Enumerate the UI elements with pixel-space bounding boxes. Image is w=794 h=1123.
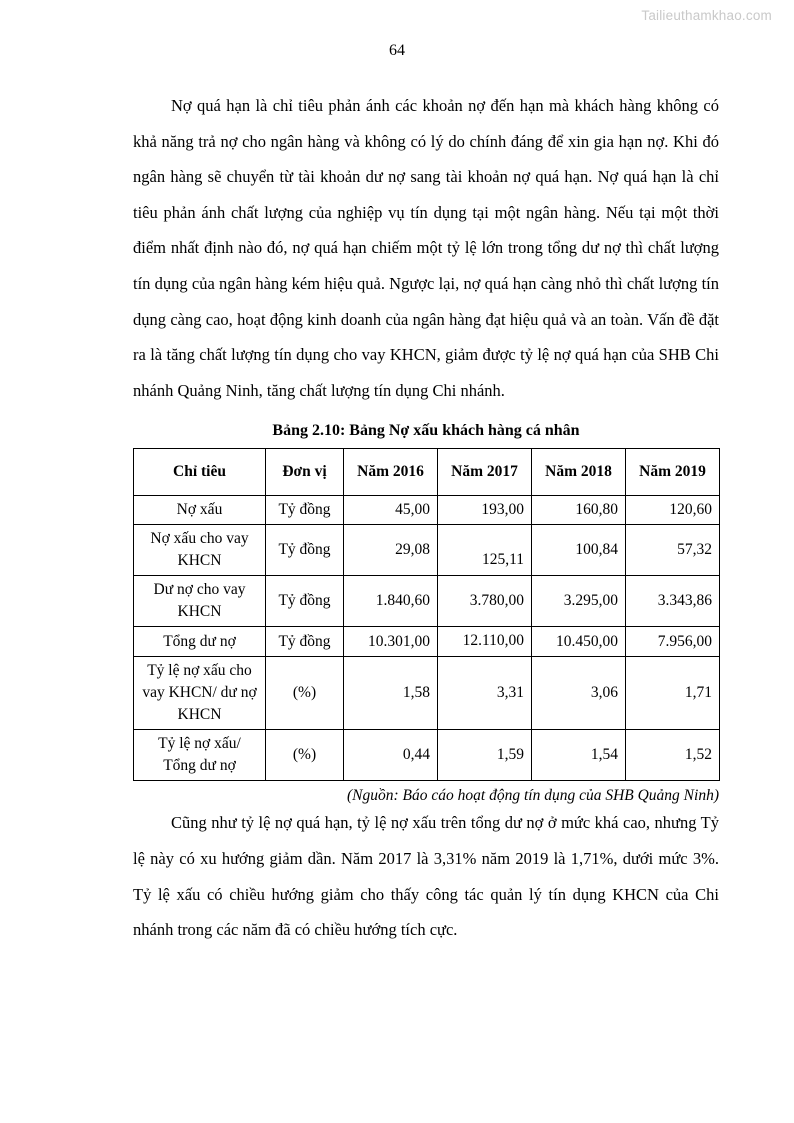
cell-2017: 3,31 xyxy=(438,657,532,730)
row-unit: Tỷ đồng xyxy=(266,496,344,525)
page-number: 64 xyxy=(389,42,405,59)
cell-2019: 7.956,00 xyxy=(626,627,720,657)
cell-2019: 1,71 xyxy=(626,657,720,730)
table-row xyxy=(134,730,720,781)
table-source: (Nguồn: Báo cáo hoạt động tín dụng của SHB Quảng Ninh) xyxy=(347,787,719,805)
table-header-row xyxy=(134,449,720,496)
conclusion-paragraph: Cũng như tỷ lệ nợ quá hạn, tỷ lệ nợ xấu trên tổng dư nợ ở mức khá cao, nhưng Tỷ lệ này có xu hướng giảm dần. Năm 2017 là 3,31% năm 2019 là 1,71%, dưới mức 3%. Tỷ lệ xấu có chiều hướng giảm cho thấy công tác quản lý tín dụng KHCN của Chi nhánh trong các năm đã có chiều hướng tích cực. xyxy=(133,813,719,940)
cell-2018: 1,54 xyxy=(532,730,626,781)
column-header-year-2018: Năm 2018 xyxy=(532,449,626,496)
row-unit: (%) xyxy=(266,730,344,781)
column-header-year-2016: Năm 2016 xyxy=(344,449,438,496)
row-label: Tỷ lệ nợ xấu cho vay KHCN/ dư nợ KHCN xyxy=(134,657,266,730)
site-watermark: Tailieuthamkhao.com xyxy=(641,8,772,23)
row-label: Tổng dư nợ xyxy=(134,627,266,657)
cell-2017: 125,11 xyxy=(438,525,532,576)
column-header-unit: Đơn vị xyxy=(266,449,344,496)
cell-2016: 0,44 xyxy=(344,730,438,781)
cell-2017: 193,00 xyxy=(438,496,532,525)
row-label: Nợ xấu xyxy=(134,496,266,525)
cell-2018: 3,06 xyxy=(532,657,626,730)
cell-2017: 12.110,00 xyxy=(438,627,532,657)
table-row xyxy=(134,627,720,657)
page-content xyxy=(133,88,719,948)
cell-2019: 1,52 xyxy=(626,730,720,781)
column-header-year-2019: Năm 2019 xyxy=(626,449,720,496)
table-row xyxy=(134,657,720,730)
cell-2019: 3.343,86 xyxy=(626,576,720,627)
cell-2017: 3.780,00 xyxy=(438,576,532,627)
cell-2019: 120,60 xyxy=(626,496,720,525)
intro-paragraph: Nợ quá hạn là chỉ tiêu phản ánh các khoản nợ đến hạn mà khách hàng không có khả năng trả nợ cho ngân hàng và không có lý do chính đáng để xin gia hạn nợ. Khi đó ngân hàng sẽ chuyển từ tài khoản dư nợ sang tài khoản nợ quá hạn. Nợ quá hạn là chỉ tiêu phản ánh chất lượng của nghiệp vụ tín dụng tại một ngân hàng. Nếu tại một thời điểm nhất định nào đó, nợ quá hạn chiếm một tỷ lệ lớn trong tổng dư nợ thì chất lượng tín dụng của ngân hàng kém hiệu quả. Ngược lại, nợ quá hạn càng nhỏ thì chất lượng tín dụng càng cao, hoạt động kinh doanh của ngân hàng đạt hiệu quả và an toàn. Vấn đề đặt ra là tăng chất lượng tín dụng cho vay KHCN, giảm được tỷ lệ nợ quá hạn của SHB Chi nhánh Quảng Ninh, tăng chất lượng tín dụng Chi nhánh. xyxy=(133,96,719,400)
cell-2018: 100,84 xyxy=(532,525,626,576)
row-label: Tỷ lệ nợ xấu/ Tổng dư nợ xyxy=(134,730,266,781)
cell-2019: 57,32 xyxy=(626,525,720,576)
row-label: Dư nợ cho vay KHCN xyxy=(134,576,266,627)
cell-2016: 1.840,60 xyxy=(344,576,438,627)
row-unit: Tỷ đồng xyxy=(266,627,344,657)
bad-debt-table xyxy=(133,448,720,781)
cell-2017: 1,59 xyxy=(438,730,532,781)
cell-2016: 10.301,00 xyxy=(344,627,438,657)
cell-2018: 3.295,00 xyxy=(532,576,626,627)
cell-2016: 29,08 xyxy=(344,525,438,576)
row-unit: (%) xyxy=(266,657,344,730)
row-unit: Tỷ đồng xyxy=(266,576,344,627)
cell-2018: 160,80 xyxy=(532,496,626,525)
cell-2016: 1,58 xyxy=(344,657,438,730)
table-row xyxy=(134,496,720,525)
cell-2016: 45,00 xyxy=(344,496,438,525)
row-label: Nợ xấu cho vay KHCN xyxy=(134,525,266,576)
column-header-year-2017: Năm 2017 xyxy=(438,449,532,496)
cell-2018: 10.450,00 xyxy=(532,627,626,657)
column-header-indicator: Chỉ tiêu xyxy=(134,449,266,496)
table-row xyxy=(134,576,720,627)
table-row xyxy=(134,525,720,576)
row-unit: Tỷ đồng xyxy=(266,525,344,576)
table-caption: Bảng 2.10: Bảng Nợ xấu khách hàng cá nhân xyxy=(272,422,580,440)
